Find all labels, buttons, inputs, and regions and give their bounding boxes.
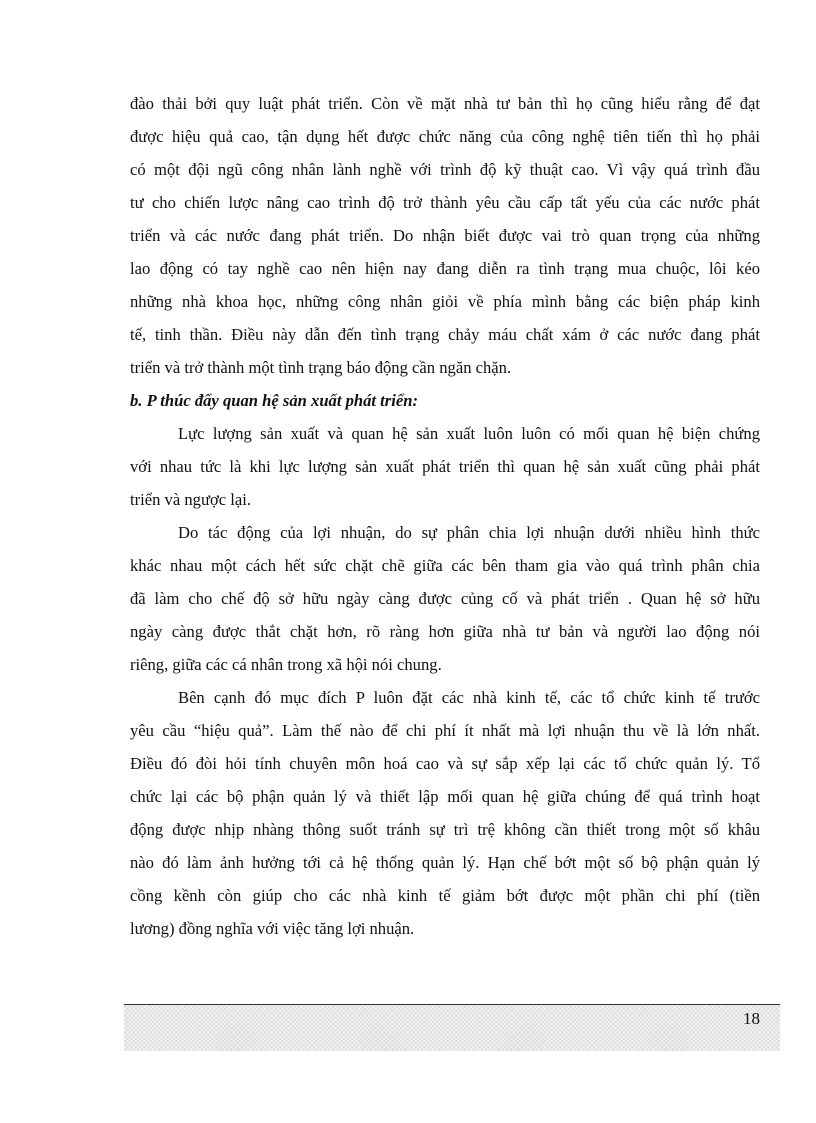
text-line: Điều đó đòi hỏi tính chuyên môn hoá cao và sự sắp xếp lại các tổ chức quản lý. Tổ (130, 754, 760, 773)
section-heading: b. P thúc đẩy quan hệ sản xuất phát triển: (130, 391, 418, 410)
text-line: động được nhịp nhàng thông suốt tránh sự trì trệ không cần thiết trong một số khâu (130, 820, 760, 839)
text-line: Lực lượng sản xuất và quan hệ sản xuất luôn luôn có mối quan hệ biện chứng (178, 424, 760, 443)
text-line: tư cho chiến lược nâng cao trình độ trở thành yêu cầu cấp tất yếu của các nước phát (130, 193, 760, 212)
text-line: triển và trở thành một tình trạng báo động cần ngăn chặn. (130, 358, 512, 377)
text-line: Bên cạnh đó mục đích P luôn đặt các nhà kinh tế, các tổ chức kinh tế trước (178, 688, 760, 707)
text-line: lương) đồng nghĩa với việc tăng lợi nhuận. (130, 919, 415, 938)
text-line: lao động có tay nghề cao nên hiện nay đang diễn ra tình trạng mua chuộc, lôi kéo (130, 259, 760, 278)
text-line: ngày càng được thắt chặt hơn, rõ ràng hơn giữa nhà tư bản và người lao động nói (130, 622, 760, 641)
text-line: chức lại các bộ phận quản lý và thiết lập mối quan hệ giữa chúng để quá trình hoạt (130, 787, 760, 806)
text-line: khác nhau một cách hết sức chặt chẽ giữa các bên tham gia vào quá trình phân chia (130, 556, 760, 575)
paragraph-1 (130, 87, 760, 384)
paragraph-3 (130, 516, 760, 681)
text-line: được hiệu quả cao, tận dụng hết được chức năng của công nghệ tiên tiến thì họ phải (130, 127, 760, 146)
page-footer (124, 1004, 780, 1051)
text-line: triển và các nước đang phát triển. Do nhận biết được vai trò quan trọng của những (130, 226, 760, 245)
page-number: 18 (743, 1009, 760, 1028)
text-line: đào thải bởi quy luật phát triển. Còn về mặt nhà tư bản thì họ cũng hiểu rằng để đạt (130, 94, 760, 113)
text-line: Do tác động của lợi nhuận, do sự phân chia lợi nhuận dưới nhiều hình thức (178, 523, 760, 542)
text-line: có một đội ngũ công nhân lành nghề với trình độ kỹ thuật cao. Vì vậy quá trình đầu (130, 160, 760, 179)
paragraph-4 (130, 681, 760, 945)
text-line: nào đó làm ảnh hưởng tới cả hệ thống quản lý. Hạn chế bớt một số bộ phận quản lý (130, 853, 760, 872)
text-line: cồng kềnh còn giúp cho các nhà kinh tế giảm bớt được một phần chi phí (tiền (130, 886, 760, 905)
text-line: yêu cầu “hiệu quả”. Làm thế nào để chi phí ít nhất mà lợi nhuận thu về là lớn nhất. (130, 721, 760, 740)
text-line: triển và ngược lại. (130, 490, 251, 509)
text-line: những nhà khoa học, những công nhân giỏi về phía mình bằng các biện pháp kinh (130, 292, 760, 311)
page-body (130, 87, 760, 945)
text-line: riêng, giữa các cá nhân trong xã hội nói chung. (130, 655, 442, 674)
text-line: đã làm cho chế độ sở hữu ngày càng được củng cố và phát triển . Quan hệ sở hữu (130, 589, 760, 608)
text-line: với nhau tức là khi lực lượng sản xuất phát triển thì quan hệ sản xuất cũng phải phát (130, 457, 760, 476)
paragraph-2 (130, 417, 760, 516)
text-line: tế, tinh thần. Điều này dẫn đến tình trạng chảy máu chất xám ở các nước đang phát (130, 325, 760, 344)
